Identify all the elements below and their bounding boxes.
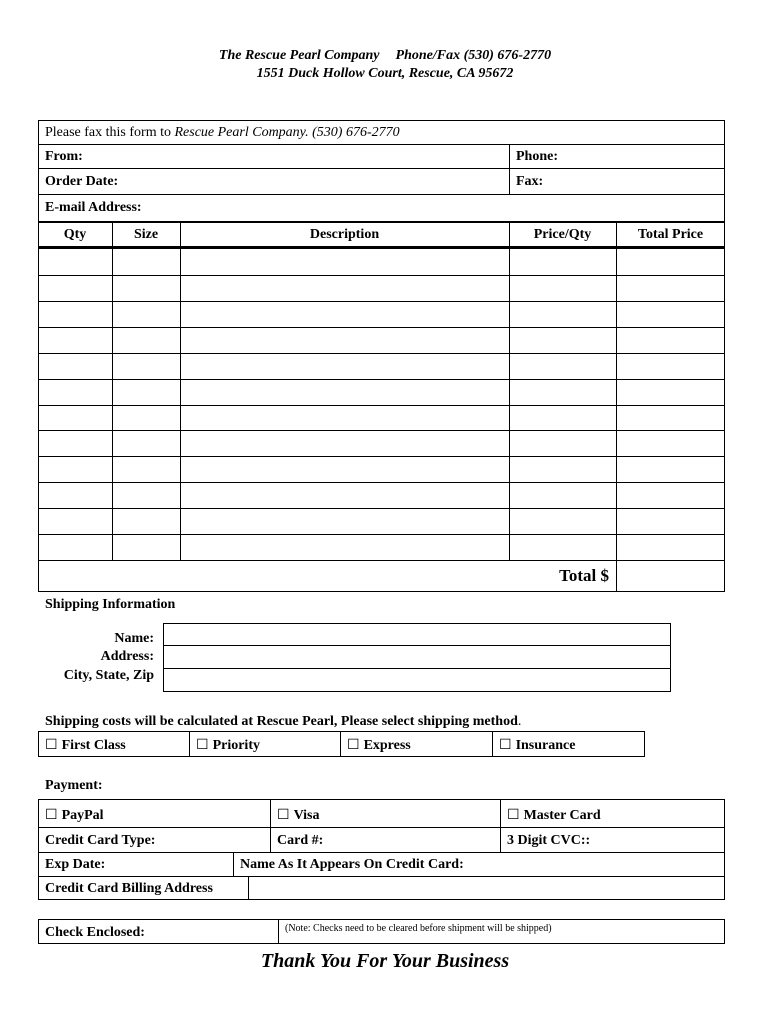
table-row[interactable] [39, 301, 724, 327]
shipping-title: Shipping Information [45, 597, 176, 612]
table-row[interactable] [39, 405, 724, 431]
table-row[interactable] [39, 249, 724, 275]
payment-visa-option[interactable]: ☐ Visa [277, 807, 320, 824]
shipping-address-field[interactable] [164, 646, 670, 668]
column-header-qty: Qty [63, 227, 87, 242]
table-row[interactable] [39, 456, 724, 482]
from-label: From: [45, 149, 83, 164]
column-header-total-price: Total Price [637, 227, 704, 242]
exp-date-label: Exp Date: [45, 857, 106, 872]
payment-title: Payment: [45, 778, 103, 793]
shipping-method-first-class[interactable]: ☐ First Class [45, 737, 126, 754]
shipping-cost-note-text: Shipping costs will be calculated at Rescue Pearl, Please select shipping method [45, 714, 518, 729]
shipping-address-label: Address: [100, 649, 154, 664]
total-label: Total $ [559, 566, 609, 585]
phone-label: Phone: [516, 149, 558, 164]
table-row[interactable] [39, 353, 724, 379]
company-header [0, 48, 770, 64]
shipping-city-field[interactable] [164, 669, 670, 691]
company-address: 1551 Duck Hollow Court, Rescue, CA 95672 [256, 66, 514, 81]
shipping-method-insurance[interactable]: ☐ Insurance [499, 737, 575, 754]
fax-instruction-company: Rescue Pearl Company. (530) 676-2770 [174, 125, 400, 140]
table-row[interactable] [39, 508, 724, 534]
shipping-cost-note-period: . [517, 714, 522, 729]
column-header-price-qty: Price/Qty [533, 227, 592, 242]
table-row[interactable] [39, 534, 724, 560]
shipping-name-field[interactable] [164, 624, 670, 645]
email-label: E-mail Address: [45, 200, 142, 215]
fax-instruction-text: Please fax this form to [45, 125, 175, 140]
payment-paypal-option[interactable]: ☐ PayPal [45, 807, 104, 824]
name-on-card-label: Name As It Appears On Credit Card: [240, 857, 464, 872]
thank-you-message: Thank You For Your Business [260, 950, 510, 972]
company-phone-fax: Phone/Fax (530) 676-2770 [395, 48, 552, 63]
shipping-cost-note [45, 714, 521, 730]
card-number-label: Card #: [277, 833, 324, 848]
fax-label: Fax: [516, 174, 544, 189]
table-row[interactable] [39, 275, 724, 301]
company-name: The Rescue Pearl Company [218, 48, 380, 63]
table-row[interactable] [39, 430, 724, 456]
column-header-description: Description [309, 227, 380, 242]
shipping-name-label: Name: [114, 631, 154, 646]
table-row[interactable] [39, 482, 724, 508]
fax-instruction [45, 125, 400, 141]
shipping-method-priority[interactable]: ☐ Priority [196, 737, 260, 754]
column-header-size: Size [133, 227, 159, 242]
cvc-label: 3 Digit CVC:: [507, 833, 591, 848]
billing-address-label: Credit Card Billing Address [45, 881, 213, 896]
shipping-method-express[interactable]: ☐ Express [347, 737, 411, 754]
table-row[interactable] [39, 327, 724, 353]
card-type-label: Credit Card Type: [45, 833, 156, 848]
table-row[interactable] [39, 379, 724, 405]
billing-address-field[interactable] [249, 877, 724, 899]
check-note: (Note: Checks need to be cleared before shipment will be shipped) [285, 923, 552, 934]
order-date-label: Order Date: [45, 174, 119, 189]
shipping-city-label: City, State, Zip [63, 668, 154, 683]
total-value-field[interactable] [617, 561, 723, 591]
check-enclosed-label: Check Enclosed: [45, 925, 145, 940]
payment-mastercard-option[interactable]: ☐ Master Card [507, 807, 601, 824]
